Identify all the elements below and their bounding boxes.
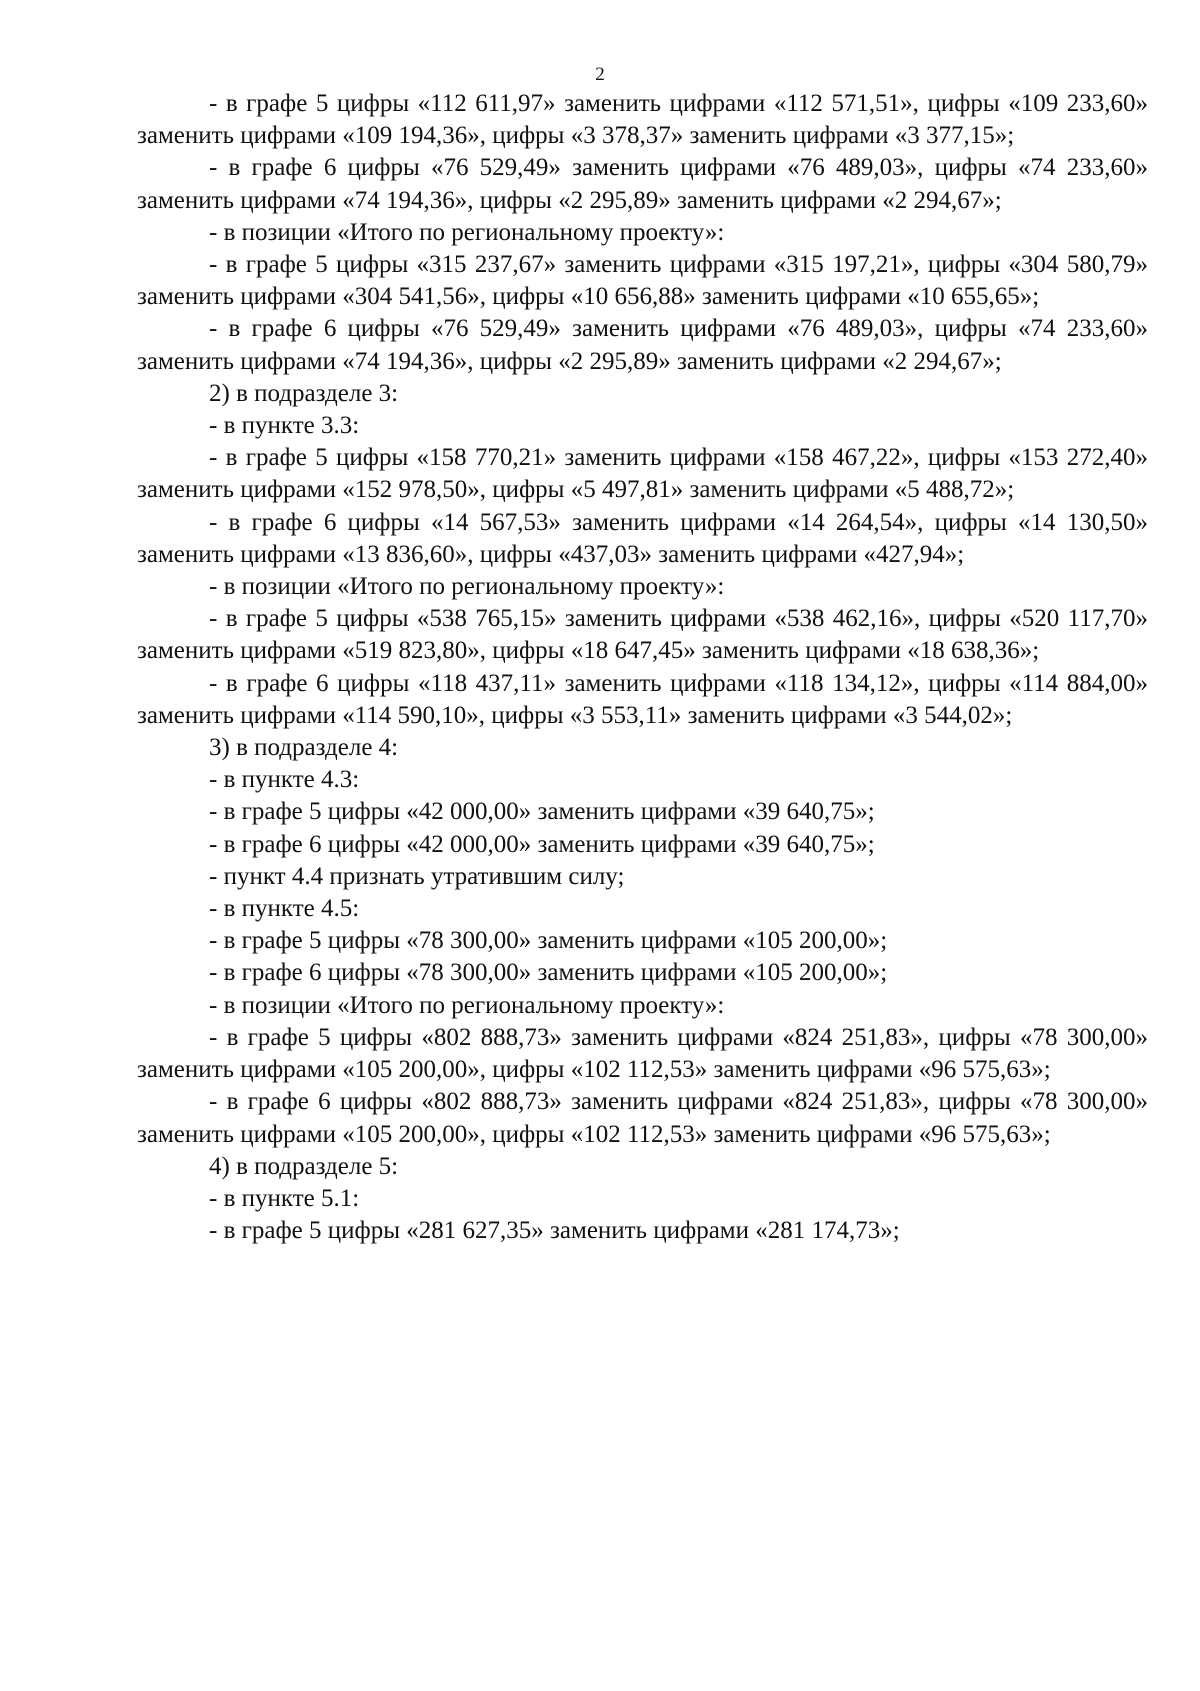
paragraph-graph5-amendment: - в графе 5 цифры «802 888,73» заменить цифрами «824 251,83», цифры «78 300,00» заменить цифрами «105 200,00», цифры «102 112,53» заменить цифрами «96 575,63»; — [137, 1023, 1148, 1084]
paragraph-graph6-amendment: - в графе 6 цифры «76 529,49» заменить цифрами «76 489,03», цифры «74 233,60» заменить цифрами «74 194,36», цифры «2 295,89» заменить цифрами «2 294,67»; — [137, 315, 1148, 375]
paragraph-graph5-amendment: - в графе 5 цифры «42 000,00» заменить цифрами «39 640,75»; — [209, 798, 875, 826]
paragraph-item-heading: - в пункте 4.5: — [209, 895, 360, 923]
paragraph-subsection-heading: 2) в подразделе 3: — [209, 379, 399, 407]
paragraph-graph5-amendment: - в графе 5 цифры «281 627,35» заменить цифрами «281 174,73»; — [209, 1217, 900, 1245]
paragraph-subsection-heading: 3) в подразделе 4: — [209, 734, 399, 762]
paragraph-total-position: - в позиции «Итого по региональному проекту»: — [209, 991, 725, 1019]
paragraph-item-heading: - в пункте 5.1: — [209, 1184, 360, 1212]
paragraph-graph5-amendment: - в графе 5 цифры «78 300,00» заменить цифрами «105 200,00»; — [209, 927, 888, 955]
paragraph-graph5-amendment: - в графе 5 цифры «315 237,67» заменить цифрами «315 197,21», цифры «304 580,79» заменить цифрами «304 541,56», цифры «10 656,88» заменить цифрами «10 655,65»; — [137, 251, 1148, 311]
paragraph-graph6-amendment: - в графе 6 цифры «78 300,00» заменить цифрами «105 200,00»; — [209, 959, 888, 987]
paragraph-graph5-amendment: - в графе 5 цифры «538 765,15» заменить цифрами «538 462,16», цифры «520 117,70» заменить цифрами «519 823,80», цифры «18 647,45» заменить цифрами «18 638,36»; — [137, 605, 1148, 665]
paragraph-graph5-amendment: - в графе 5 цифры «158 770,21» заменить цифрами «158 467,22», цифры «153 272,40» заменить цифрами «152 978,50», цифры «5 497,81» заменить цифрами «5 488,72»; — [137, 444, 1148, 504]
paragraph-graph6-amendment: - в графе 6 цифры «76 529,49» заменить цифрами «76 489,03», цифры «74 233,60» заменить цифрами «74 194,36», цифры «2 295,89» заменить цифрами «2 294,67»; — [137, 154, 1148, 214]
paragraph-graph6-amendment: - в графе 6 цифры «118 437,11» заменить цифрами «118 134,12», цифры «114 884,00» заменить цифрами «114 590,10», цифры «3 553,11» заменить цифрами «3 544,02»; — [137, 669, 1148, 729]
paragraph-item-heading: - в пункте 4.3: — [209, 766, 360, 794]
paragraph-graph6-amendment: - в графе 6 цифры «42 000,00» заменить цифрами «39 640,75»; — [209, 830, 875, 858]
paragraph-graph6-amendment: - в графе 6 цифры «802 888,73» заменить цифрами «824 251,83», цифры «78 300,00» заменить цифрами «105 200,00», цифры «102 112,53» заменить цифрами «96 575,63»; — [137, 1088, 1148, 1148]
paragraph-graph5-amendment: - в графе 5 цифры «112 611,97» заменить цифрами «112 571,51», цифры «109 233,60» заменить цифрами «109 194,36», цифры «3 378,37» заменить цифрами «3 377,15»; — [137, 90, 1148, 150]
paragraph-item-heading: - в пункте 3.3: — [209, 412, 360, 440]
paragraph-subsection-heading: 4) в подразделе 5: — [209, 1152, 399, 1180]
paragraph-total-position: - в позиции «Итого по региональному проекту»: — [209, 573, 725, 601]
paragraph-item-repeal: - пункт 4.4 признать утратившим силу; — [209, 862, 625, 890]
page-number: 2 — [595, 64, 605, 85]
paragraph-graph6-amendment: - в графе 6 цифры «14 567,53» заменить цифрами «14 264,54», цифры «14 130,50» заменить цифрами «13 836,60», цифры «437,03» заменить цифрами «427,94»; — [137, 508, 1148, 568]
paragraph-total-position: - в позиции «Итого по региональному проекту»: — [209, 218, 725, 246]
document-body — [137, 88, 1148, 1247]
